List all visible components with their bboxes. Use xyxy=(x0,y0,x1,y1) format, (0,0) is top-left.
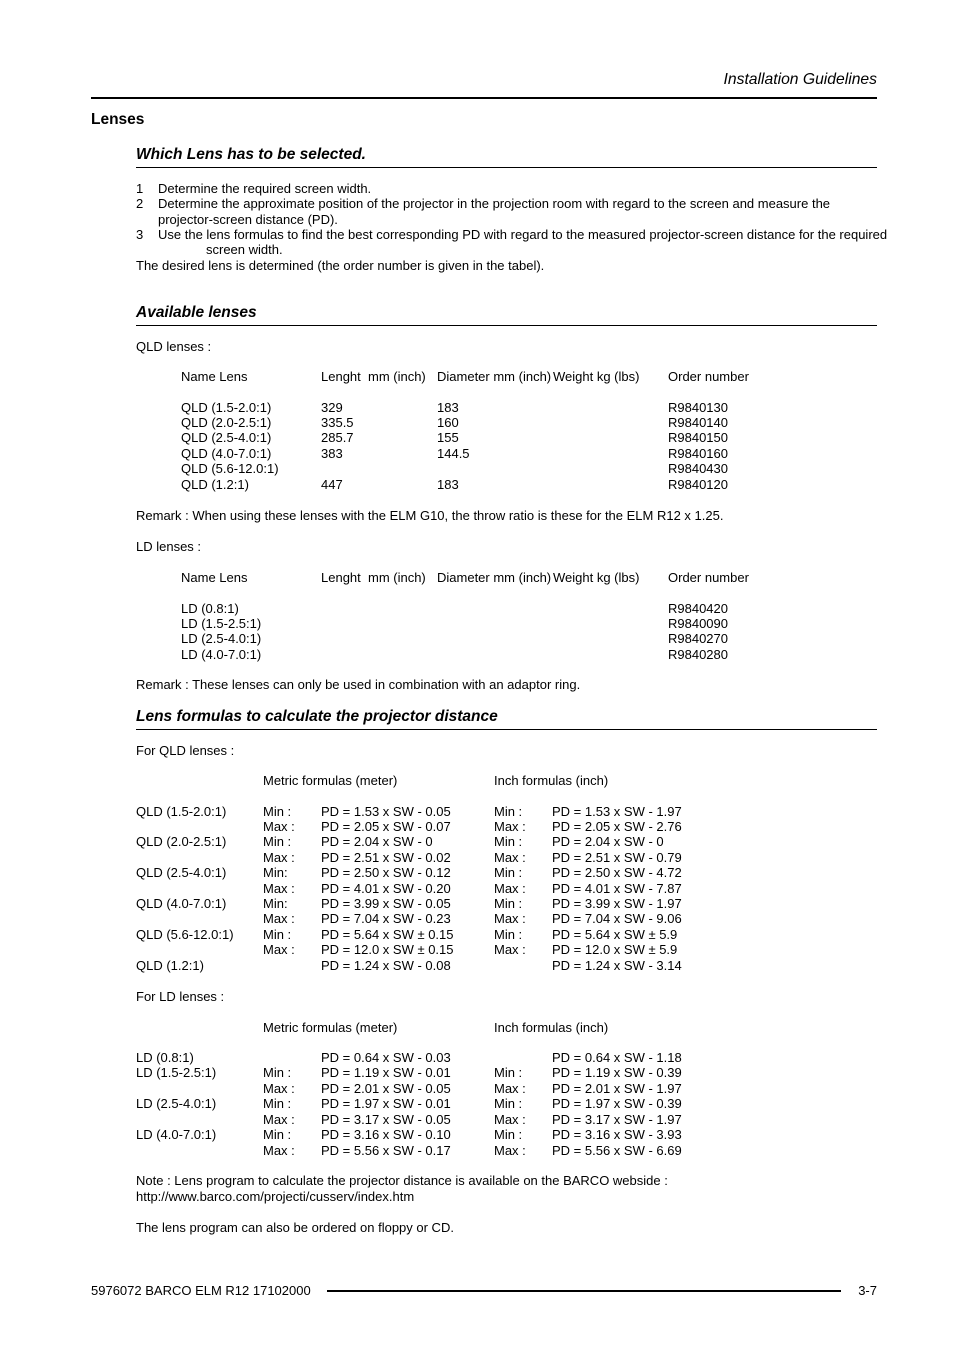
lens-length-cell: 447 xyxy=(321,476,343,492)
qld-lenses-label: QLD lenses : xyxy=(136,339,212,354)
lens-name-cell: QLD (2.0-2.5:1) xyxy=(181,414,272,430)
inch-cell: PD = 1.53 x SW - 1.97 xyxy=(552,803,682,819)
step-text-continuation: projector-screen distance (PD). xyxy=(158,212,338,227)
column-header: Name Lens xyxy=(181,570,248,585)
metric-label-cell: Max : xyxy=(263,880,295,896)
metric-cell: PD = 1.19 x SW - 0.01 xyxy=(321,1065,451,1080)
step-text: Use the lens formulas to find the best corresponding PD with regard to the measured projector-screen distance for the required xyxy=(158,227,888,242)
column-header: Lenght mm (inch) xyxy=(321,369,426,384)
lens-order-cell: R9840430 xyxy=(668,461,728,477)
metric-cell: PD = 4.01 x SW - 0.20 xyxy=(321,880,451,896)
lens-cell: LD (4.0-7.0:1) xyxy=(136,1127,217,1142)
inch-cell: PD = 0.64 x SW - 1.18 xyxy=(552,1049,682,1065)
lens-table-row xyxy=(0,446,954,461)
inch-cell: PD = 2.05 x SW - 2.76 xyxy=(552,818,682,834)
column-header: Name Lens xyxy=(181,369,248,384)
lens-order-cell: R9840090 xyxy=(668,615,728,631)
lens-table-header xyxy=(0,369,954,384)
lens-order-cell: R9840150 xyxy=(668,430,728,446)
lens-cell: QLD (1.2:1) xyxy=(136,957,204,973)
ld-formulas-label: For LD lenses : xyxy=(136,989,225,1004)
formula-table-row xyxy=(0,1096,954,1111)
lens-name-cell: QLD (2.5-4.0:1) xyxy=(181,430,272,446)
formula-table-row xyxy=(0,1050,954,1065)
lens-cell: QLD (2.5-4.0:1) xyxy=(136,865,227,881)
inch-cell: PD = 3.16 x SW - 3.93 xyxy=(552,1127,682,1142)
metric-cell: PD = 7.04 x SW - 0.23 xyxy=(321,911,451,927)
lens-cell: QLD (2.0-2.5:1) xyxy=(136,834,227,850)
metric-formulas-header: Metric formulas (meter) xyxy=(263,773,398,788)
metric-label-cell: Max : xyxy=(263,849,295,865)
lens-cell: LD (0.8:1) xyxy=(136,1049,194,1065)
step-text-continuation: screen width. xyxy=(206,242,283,257)
metric-cell: PD = 2.01 x SW - 0.05 xyxy=(321,1080,451,1096)
metric-label-cell: Min : xyxy=(263,1096,292,1111)
lens-cell: QLD (4.0-7.0:1) xyxy=(136,895,227,911)
column-header: Lenght mm (inch) xyxy=(321,570,426,585)
metric-cell: PD = 3.17 x SW - 0.05 xyxy=(321,1111,451,1127)
formula-table-row xyxy=(0,819,954,834)
inch-label-cell: Min : xyxy=(494,1096,523,1111)
lens-order-cell: R9840130 xyxy=(668,399,728,415)
lens-diameter-cell: 183 xyxy=(437,476,459,492)
lens-length-cell: 335.5 xyxy=(321,414,354,430)
formula-table-row xyxy=(0,850,954,865)
step-number: 1 xyxy=(136,181,144,196)
formula-table-row xyxy=(0,1143,954,1158)
inch-cell: PD = 1.97 x SW - 0.39 xyxy=(552,1096,682,1111)
formula-table-row xyxy=(0,958,954,973)
lens-table-row xyxy=(0,477,954,492)
ld-remark: Remark : These lenses can only be used in combination with an adaptor ring. xyxy=(136,677,581,692)
formula-table-header xyxy=(0,773,954,788)
inch-label-cell: Max : xyxy=(494,911,526,927)
metric-cell: PD = 2.04 x SW - 0 xyxy=(321,834,433,850)
step-text: Determine the approximate position of the projector in the projection room with regard to the screen and measure the xyxy=(158,196,831,211)
ld-lenses-label: LD lenses : xyxy=(136,539,202,554)
metric-cell: PD = 1.24 x SW - 0.08 xyxy=(321,957,451,973)
metric-label-cell: Max : xyxy=(263,911,295,927)
qld-lens-table xyxy=(0,369,954,493)
lens-name-cell: QLD (1.5-2.0:1) xyxy=(181,399,272,415)
metric-cell: PD = 2.50 x SW - 0.12 xyxy=(321,865,451,881)
formula-table-row xyxy=(0,896,954,911)
lens-diameter-cell: 183 xyxy=(437,399,459,415)
metric-label-cell: Max : xyxy=(263,1080,295,1096)
running-header-title: Installation Guidelines xyxy=(723,71,877,88)
formula-table-row xyxy=(0,927,954,942)
formula-table-row xyxy=(0,834,954,849)
header-rule xyxy=(91,97,877,99)
subsection-heading-lens-formulas: Lens formulas to calculate the projector distance xyxy=(136,708,498,725)
lens-order-cell: R9840270 xyxy=(668,631,728,647)
metric-formulas-header: Metric formulas (meter) xyxy=(263,1020,398,1035)
inch-cell: PD = 3.99 x SW - 1.97 xyxy=(552,895,682,911)
inch-cell: PD = 4.01 x SW - 7.87 xyxy=(552,880,682,896)
lens-diameter-cell: 144.5 xyxy=(437,445,470,461)
selection-result: The desired lens is determined (the order number is given in the tabel). xyxy=(136,258,545,273)
qld-formula-table xyxy=(0,773,954,973)
note-url: http://www.barco.com/projecti/cusserv/index.htm xyxy=(136,1189,415,1204)
inch-formulas-header: Inch formulas (inch) xyxy=(494,773,609,788)
step-text: Determine the required screen width. xyxy=(158,181,372,196)
lens-table-row xyxy=(0,601,954,616)
inch-cell: PD = 1.24 x SW - 3.14 xyxy=(552,957,682,973)
inch-cell: PD = 2.04 x SW - 0 xyxy=(552,834,664,850)
lens-table-row xyxy=(0,616,954,631)
lens-name-cell: LD (2.5-4.0:1) xyxy=(181,631,262,647)
metric-label-cell: Max : xyxy=(263,942,295,958)
inch-label-cell: Max : xyxy=(494,1080,526,1096)
inch-label-cell: Max : xyxy=(494,1142,526,1158)
inch-label-cell: Min : xyxy=(494,895,523,911)
step-number: 2 xyxy=(136,196,144,211)
metric-label-cell: Min: xyxy=(263,865,288,881)
lens-cell: QLD (5.6-12.0:1) xyxy=(136,926,234,942)
inch-cell: PD = 5.64 x SW ± 5.9 xyxy=(552,926,678,942)
formula-table-row xyxy=(0,1112,954,1127)
subsection-heading-lens-selection: Which Lens has to be selected. xyxy=(136,146,366,163)
inch-cell: PD = 2.51 x SW - 0.79 xyxy=(552,849,682,865)
inch-cell: PD = 5.56 x SW - 6.69 xyxy=(552,1142,682,1158)
ld-formula-table xyxy=(0,1020,954,1158)
lens-diameter-cell: 160 xyxy=(437,414,459,430)
footer-document-reference: 5976072 BARCO ELM R12 17102000 xyxy=(91,1283,311,1298)
step-number: 3 xyxy=(136,227,144,242)
lens-length-cell: 285.7 xyxy=(321,430,354,446)
lens-cell: QLD (1.5-2.0:1) xyxy=(136,803,227,819)
metric-label-cell: Max : xyxy=(263,1111,295,1127)
subsection-heading-available-lenses: Available lenses xyxy=(136,304,257,321)
metric-cell: PD = 12.0 x SW ± 0.15 xyxy=(321,942,454,958)
lens-table-row xyxy=(0,415,954,430)
subsection-rule xyxy=(136,729,877,730)
metric-cell: PD = 1.53 x SW - 0.05 xyxy=(321,803,451,819)
qld-remark: Remark : When using these lenses with the ELM G10, the throw ratio is these for the ELM R12 x 1.25. xyxy=(136,508,724,523)
inch-label-cell: Min : xyxy=(494,834,523,850)
column-header: Order number xyxy=(668,369,749,384)
formula-table-row xyxy=(0,942,954,957)
formula-table-row xyxy=(0,1127,954,1142)
lens-table-header xyxy=(0,570,954,585)
lens-name-cell: LD (4.0-7.0:1) xyxy=(181,646,262,662)
formula-table-row xyxy=(0,865,954,880)
note-text: Note : Lens program to calculate the projector distance is available on the BARCO webside : xyxy=(136,1173,668,1188)
column-header: Order number xyxy=(668,570,749,585)
ld-lens-table xyxy=(0,570,954,662)
lens-order-cell: R9840280 xyxy=(668,646,728,662)
subsection-rule xyxy=(136,325,877,326)
inch-label-cell: Max : xyxy=(494,880,526,896)
metric-cell: PD = 5.64 x SW ± 0.15 xyxy=(321,926,454,942)
metric-label-cell: Min: xyxy=(263,895,288,911)
metric-label-cell: Min : xyxy=(263,803,292,819)
inch-label-cell: Min : xyxy=(494,803,523,819)
page-number: 3-7 xyxy=(858,1283,877,1298)
formula-table-row xyxy=(0,1081,954,1096)
lens-order-cell: R9840420 xyxy=(668,600,728,616)
inch-formulas-header: Inch formulas (inch) xyxy=(494,1020,609,1035)
lens-name-cell: LD (1.5-2.5:1) xyxy=(181,615,262,631)
inch-label-cell: Max : xyxy=(494,818,526,834)
metric-cell: PD = 1.97 x SW - 0.01 xyxy=(321,1096,451,1111)
column-header: Weight kg (lbs) xyxy=(553,570,640,585)
lens-name-cell: QLD (1.2:1) xyxy=(181,476,249,492)
column-header: Weight kg (lbs) xyxy=(553,369,640,384)
footer-rule xyxy=(327,1290,841,1292)
inch-cell: PD = 1.19 x SW - 0.39 xyxy=(552,1065,682,1080)
inch-label-cell: Max : xyxy=(494,1111,526,1127)
lens-cell: LD (2.5-4.0:1) xyxy=(136,1096,217,1111)
inch-cell: PD = 2.01 x SW - 1.97 xyxy=(552,1080,682,1096)
metric-label-cell: Max : xyxy=(263,1142,295,1158)
lens-name-cell: LD (0.8:1) xyxy=(181,600,239,616)
inch-label-cell: Min : xyxy=(494,865,523,881)
inch-label-cell: Max : xyxy=(494,849,526,865)
lens-name-cell: QLD (5.6-12.0:1) xyxy=(181,461,279,477)
metric-cell: PD = 3.16 x SW - 0.10 xyxy=(321,1127,451,1142)
column-header: Diameter mm (inch) xyxy=(437,570,552,585)
lens-order-cell: R9840140 xyxy=(668,414,728,430)
lens-order-cell: R9840160 xyxy=(668,445,728,461)
metric-cell: PD = 5.56 x SW - 0.17 xyxy=(321,1142,451,1158)
metric-cell: PD = 0.64 x SW - 0.03 xyxy=(321,1049,451,1065)
inch-cell: PD = 7.04 x SW - 9.06 xyxy=(552,911,682,927)
metric-cell: PD = 3.99 x SW - 0.05 xyxy=(321,895,451,911)
metric-cell: PD = 2.05 x SW - 0.07 xyxy=(321,818,451,834)
qld-formulas-label: For QLD lenses : xyxy=(136,743,235,758)
lens-cell: LD (1.5-2.5:1) xyxy=(136,1065,217,1080)
formula-table-row xyxy=(0,1065,954,1080)
formula-table-row xyxy=(0,911,954,926)
note-ordering: The lens program can also be ordered on floppy or CD. xyxy=(136,1220,454,1235)
inch-cell: PD = 2.50 x SW - 4.72 xyxy=(552,865,682,881)
metric-label-cell: Min : xyxy=(263,1127,292,1142)
formula-table-header xyxy=(0,1020,954,1035)
lens-name-cell: QLD (4.0-7.0:1) xyxy=(181,445,272,461)
lens-diameter-cell: 155 xyxy=(437,430,459,446)
metric-label-cell: Min : xyxy=(263,926,292,942)
lens-length-cell: 329 xyxy=(321,399,343,415)
inch-label-cell: Min : xyxy=(494,1127,523,1142)
lens-length-cell: 383 xyxy=(321,445,343,461)
inch-cell: PD = 3.17 x SW - 1.97 xyxy=(552,1111,682,1127)
metric-label-cell: Min : xyxy=(263,834,292,850)
inch-label-cell: Max : xyxy=(494,942,526,958)
inch-label-cell: Min : xyxy=(494,926,523,942)
lens-table-row xyxy=(0,430,954,445)
lens-table-row xyxy=(0,461,954,476)
subsection-rule xyxy=(136,167,877,168)
lens-table-row xyxy=(0,400,954,415)
formula-table-row xyxy=(0,881,954,896)
lens-order-cell: R9840120 xyxy=(668,476,728,492)
column-header: Diameter mm (inch) xyxy=(437,369,552,384)
section-title: Lenses xyxy=(91,111,145,128)
metric-label-cell: Min : xyxy=(263,1065,292,1080)
lens-table-row xyxy=(0,631,954,646)
metric-label-cell: Max : xyxy=(263,818,295,834)
formula-table-row xyxy=(0,804,954,819)
metric-cell: PD = 2.51 x SW - 0.02 xyxy=(321,849,451,865)
inch-cell: PD = 12.0 x SW ± 5.9 xyxy=(552,942,678,958)
lens-table-row xyxy=(0,647,954,662)
inch-label-cell: Min : xyxy=(494,1065,523,1080)
